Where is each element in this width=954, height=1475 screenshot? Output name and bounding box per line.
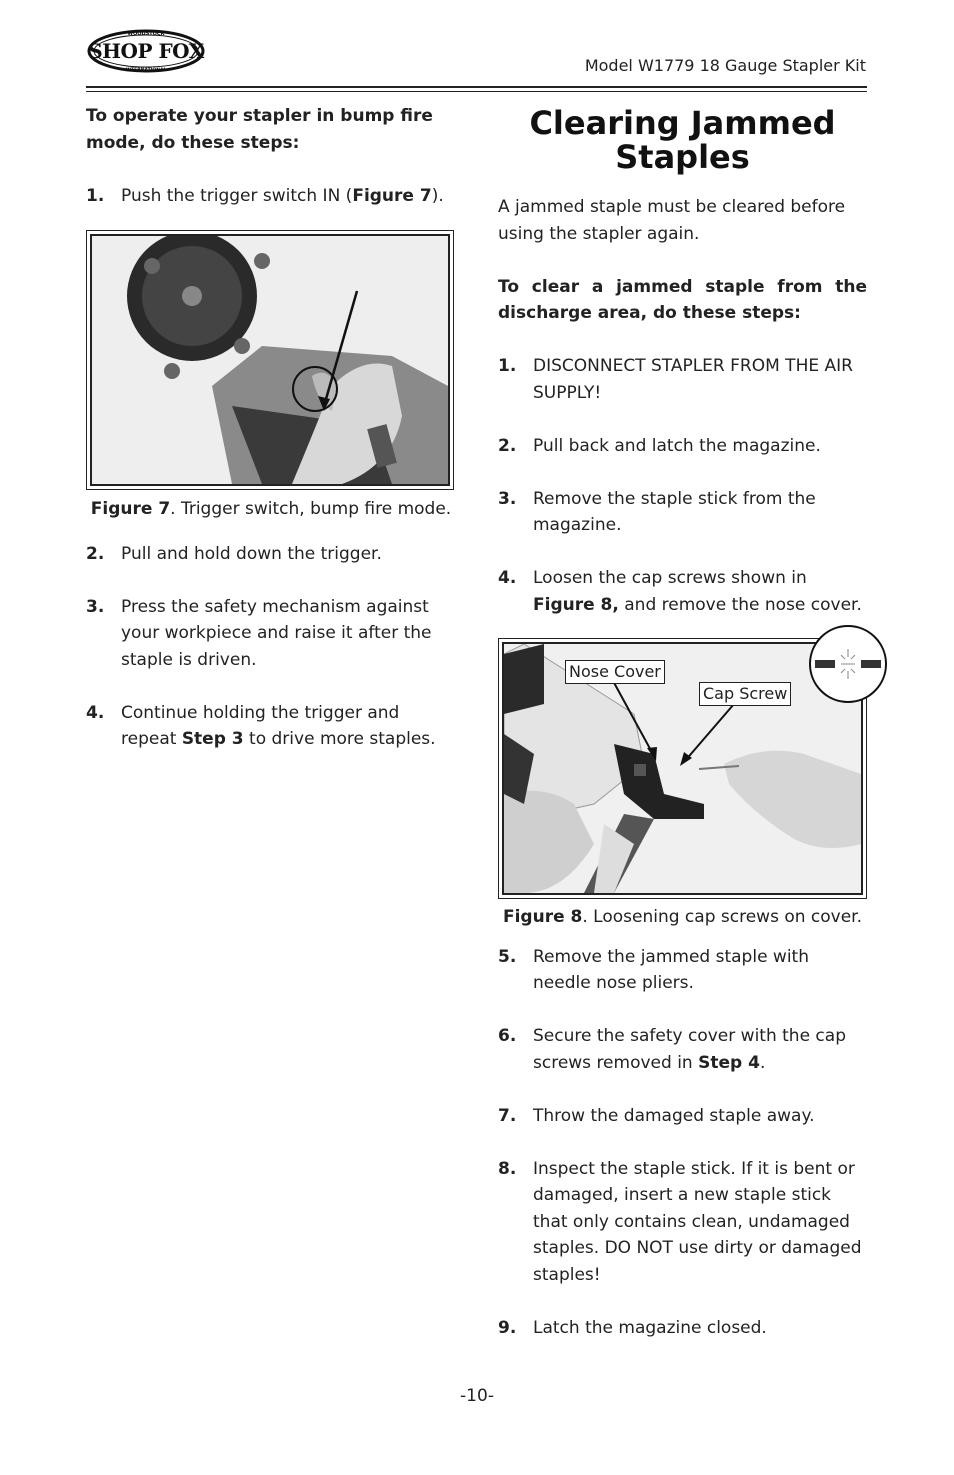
jam-intro: A jammed staple must be cleared before using the stapler again.	[498, 197, 846, 244]
cap-screw-callout: Cap Screw	[699, 682, 791, 706]
step-number: 1.	[86, 185, 105, 206]
right-step-8	[498, 1156, 867, 1289]
heading-line-1: Clearing Jammed	[529, 104, 836, 142]
step-number: 4.	[498, 568, 517, 588]
step-text: Secure the safety cover with the cap screws removed in	[533, 1026, 846, 1073]
header-rule	[86, 86, 867, 88]
figure-8-photo	[504, 644, 861, 893]
page-number: -10-	[460, 1386, 494, 1406]
right-step-1	[498, 353, 867, 406]
figure-ref: Figure 7	[352, 185, 432, 206]
right-step-2	[498, 433, 867, 460]
logo-small-top: WOODSTOCK	[127, 31, 165, 37]
step-text: DISCONNECT STAPLER FROM THE AIR SUPPLY!	[533, 356, 853, 403]
step-number: 1.	[498, 356, 517, 376]
right-step-6	[498, 1023, 867, 1076]
figure-7-photo	[92, 236, 448, 484]
figure-7	[86, 230, 454, 490]
logo-text: SHOP FOX	[88, 39, 204, 63]
step-number: 7.	[498, 1105, 517, 1126]
step-text: Pull back and latch the magazine.	[533, 435, 821, 456]
step-ref: Step 4	[698, 1052, 760, 1073]
air-disconnect-icon	[811, 627, 885, 701]
step-number: 3.	[498, 488, 517, 509]
step-text: .	[759, 1052, 766, 1073]
step-text: Throw the damaged staple away.	[533, 1105, 815, 1126]
step-text: Remove the staple stick from the magazine.	[533, 488, 816, 535]
caption-text: . Loosening cap screws on cover.	[582, 907, 863, 927]
step-text: and remove the nose cover.	[618, 594, 862, 615]
heading-line-2: Staples	[615, 138, 750, 176]
header-rule-thin	[86, 91, 867, 92]
left-column	[86, 103, 456, 753]
step-number: 8.	[498, 1158, 517, 1179]
step-text: Remove the jammed staple with needle nose pliers.	[533, 946, 809, 993]
right-step-7	[498, 1103, 867, 1130]
nose-cover-callout: Nose Cover	[565, 660, 665, 684]
figure-8	[498, 638, 867, 899]
right-column	[498, 100, 867, 1341]
right-step-9	[498, 1315, 867, 1342]
logo-small-bottom: INTERNATIONAL	[125, 68, 167, 73]
step-text: Latch the magazine closed.	[533, 1317, 767, 1338]
step-text: Loosen the cap screws shown in	[533, 568, 807, 588]
figure-ref: Figure 8,	[533, 594, 619, 615]
model-title: Model W1779 18 Gauge Stapler Kit	[584, 56, 866, 75]
right-step-3	[498, 486, 867, 539]
step-text: to drive more staples.	[243, 729, 436, 749]
step-text: ).	[431, 185, 444, 206]
figure-8-caption	[498, 904, 867, 931]
caption-text: . Trigger switch, bump fire mode.	[170, 499, 452, 519]
jam-subheading: To clear a jammed staple from the discharge area, do these steps:	[498, 276, 867, 323]
left-step-3	[86, 594, 456, 674]
figure-label: Figure 8	[502, 907, 583, 927]
air-disconnect-badge	[809, 625, 887, 703]
step-number: 5.	[498, 946, 517, 967]
step-number: 9.	[498, 1317, 517, 1338]
right-step-4	[498, 565, 867, 618]
right-step-5	[498, 944, 867, 997]
step-text: Push the trigger switch IN (	[121, 185, 353, 206]
step-number: 3.	[86, 596, 105, 617]
left-step-4	[86, 700, 456, 753]
step-number: 2.	[498, 435, 517, 456]
step-ref: Step 3	[181, 729, 244, 749]
bump-fire-intro: To operate your stapler in bump fire mode, do these steps:	[86, 106, 433, 153]
figure-label: Figure 7	[90, 499, 171, 519]
step-number: 6.	[498, 1026, 517, 1046]
step-text: Pull and hold down the trigger.	[121, 543, 382, 564]
step-text: Continue holding the trigger and repeat	[121, 702, 400, 749]
step-text: Press the safety mechanism against your workpiece and raise it after the staple is driven.	[121, 596, 432, 670]
section-heading	[498, 106, 867, 174]
shop-fox-logo	[86, 27, 206, 77]
step-number: 4.	[86, 702, 105, 723]
left-step-1	[86, 183, 456, 210]
step-number: 2.	[86, 543, 105, 564]
figure-7-caption	[86, 496, 456, 523]
step-text: Inspect the staple stick. If it is bent or damaged, insert a new staple stick that only contains clean, undamaged staples. DO NOT use dirty or damaged staples!	[533, 1158, 862, 1285]
left-step-2	[86, 541, 456, 568]
